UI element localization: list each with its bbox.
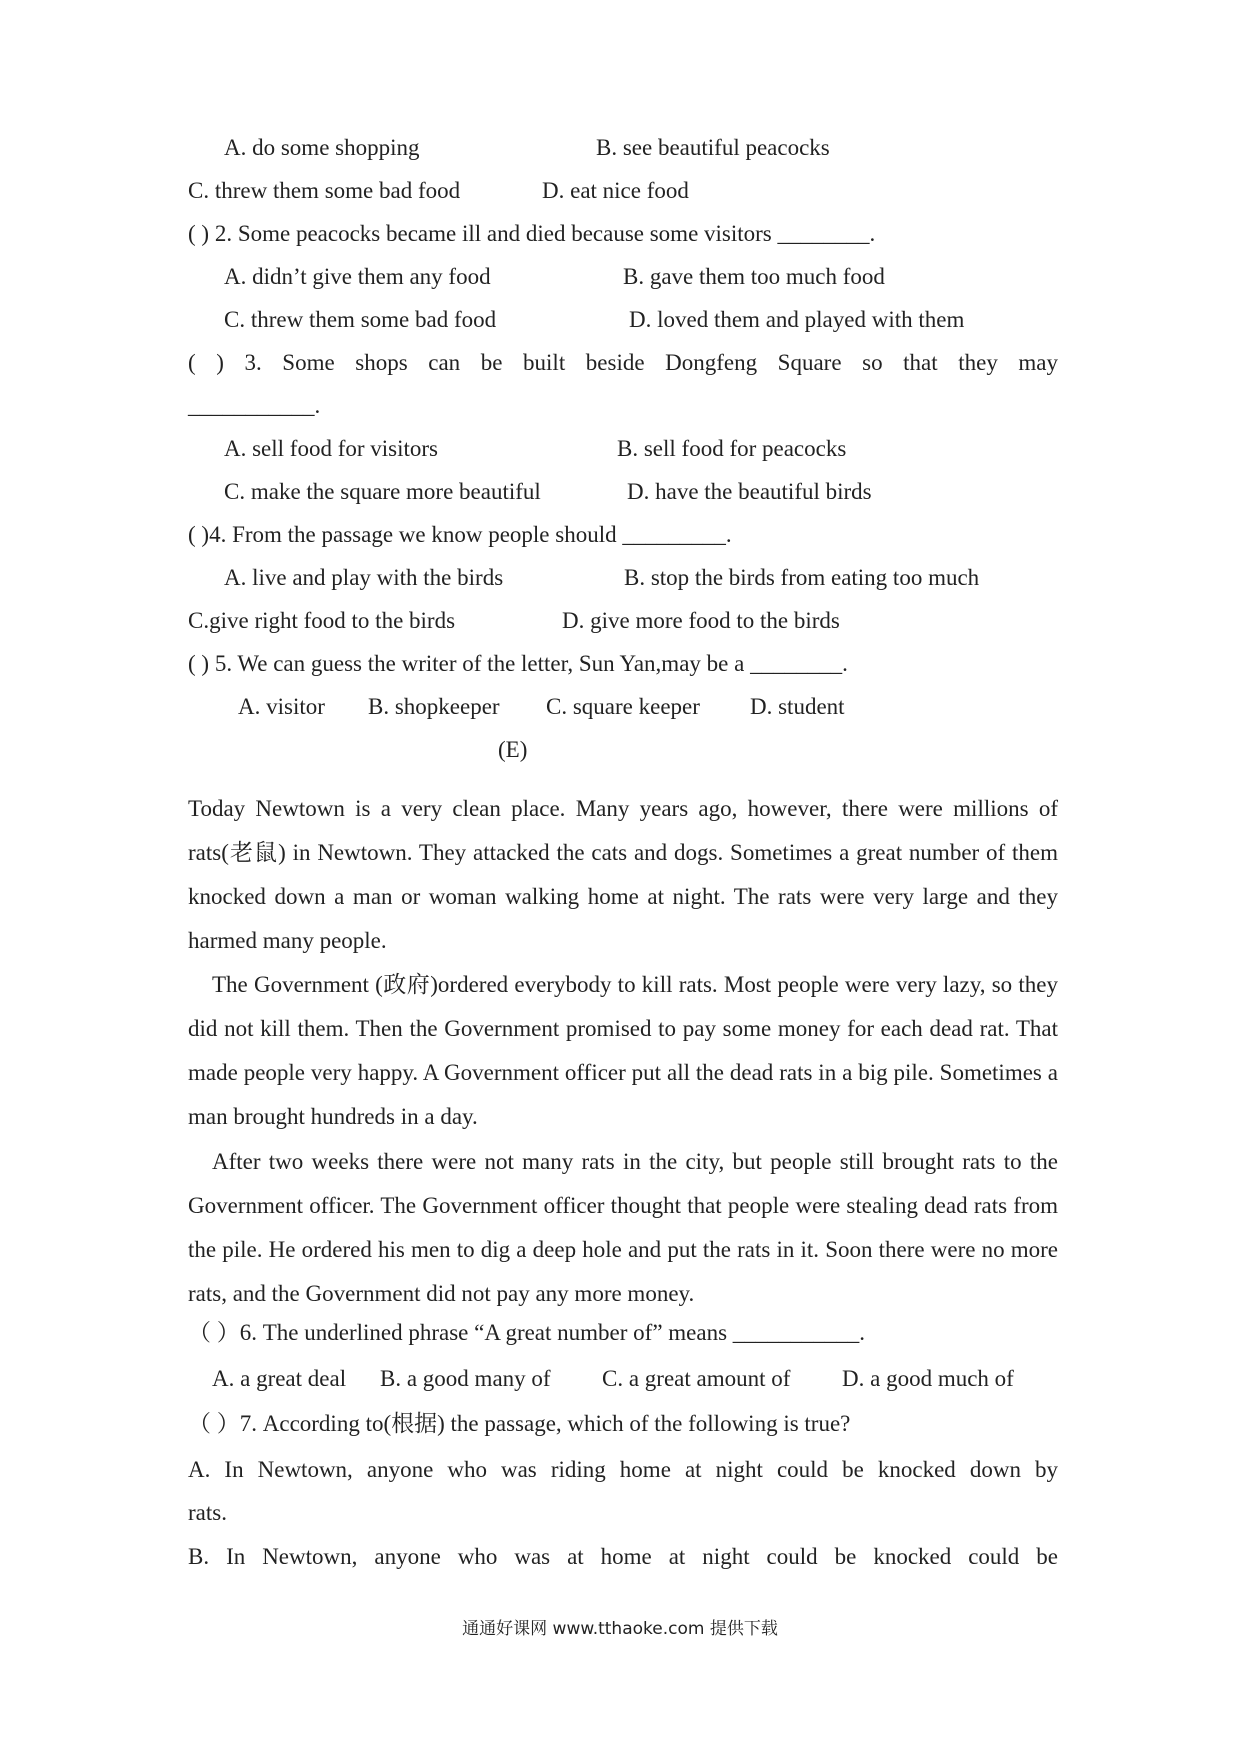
q2-option-d: D. loved them and played with them bbox=[629, 307, 965, 332]
q7-option-a-line1: A. In Newtown, anyone who was riding home at night could be knocked down by bbox=[188, 1457, 1058, 1482]
q2-option-a: A. didn’t give them any food bbox=[224, 264, 491, 289]
q3-option-c: C. make the square more beautiful bbox=[224, 479, 541, 504]
q3-option-b: B. sell food for peacocks bbox=[617, 436, 847, 461]
q3-stem-continuation: ___________. bbox=[188, 393, 321, 418]
q5-option-d: D. student bbox=[750, 694, 845, 719]
q1-option-b: B. see beautiful peacocks bbox=[596, 135, 830, 160]
q4-option-d: D. give more food to the birds bbox=[562, 608, 840, 633]
q2-stem: ( ) 2. Some peacocks became ill and died because some visitors ________. bbox=[188, 221, 876, 246]
section-e-paragraph-3 bbox=[188, 1140, 1058, 1316]
q6-option-b: B. a good many of bbox=[380, 1366, 551, 1391]
q4-option-c: C.give right food to the birds bbox=[188, 608, 456, 633]
q2-option-b: B. gave them too much food bbox=[623, 264, 885, 289]
q6-option-d: D. a good much of bbox=[842, 1366, 1014, 1391]
q2-option-c: C. threw them some bad food bbox=[224, 307, 497, 332]
paragraph-1-text: Today Newtown is a very clean place. Many years ago, however, there were millions of rats(老鼠) in Newtown. They attacked the cats and dogs. Sometimes a great number of them knocked down a man or woman walking home at night. The rats were very large and they harmed many people. bbox=[188, 796, 1058, 953]
q4-option-b: B. stop the birds from eating too much bbox=[624, 565, 980, 590]
q3-option-a: A. sell food for visitors bbox=[224, 436, 439, 461]
paragraph-3-text: After two weeks there were not many rats in the city, but people still brought rats to the Government officer. The Government officer thought that people were stealing dead rats from the pile. He ordered his men to dig a deep hole and put the rats in it. Soon there were no more rats, and the Government did not pay any more money. bbox=[188, 1149, 1058, 1306]
q4-stem: ( )4. From the passage we know people should _________. bbox=[188, 522, 732, 547]
paragraph-2-text: The Government (政府)ordered everybody to kill rats. Most people were very lazy, so they did not kill them. Then the Government promised to pay some money for each dead rat. That made people very happy. A Government officer put all the dead rats in a big pile. Sometimes a man brought hundreds in a day. bbox=[188, 972, 1058, 1129]
q1-option-a: A. do some shopping bbox=[224, 135, 420, 160]
q7-option-a-line2: rats. bbox=[188, 1500, 227, 1525]
q7-option-b-line1: B. In Newtown, anyone who was at home at night could be knocked could be bbox=[188, 1544, 1058, 1569]
q6-option-c: C. a great amount of bbox=[602, 1366, 791, 1391]
section-e-paragraph-2 bbox=[188, 963, 1058, 1139]
q6-option-a: A. a great deal bbox=[212, 1366, 347, 1391]
q4-option-a: A. live and play with the birds bbox=[224, 565, 504, 590]
q7-stem: （ ）7. According to(根据) the passage, which of the following is true? bbox=[188, 1411, 851, 1436]
q5-option-c: C. square keeper bbox=[546, 694, 700, 719]
q1-option-c: C. threw them some bad food bbox=[188, 178, 461, 203]
q5-option-b: B. shopkeeper bbox=[368, 694, 500, 719]
q1-option-d: D. eat nice food bbox=[542, 178, 689, 203]
page-footer: 通通好课网 www.tthaoke.com 提供下载 bbox=[462, 1619, 778, 1639]
section-e-paragraph-1 bbox=[188, 787, 1058, 963]
q6-stem: （ ）6. The underlined phrase “A great number of” means ___________. bbox=[188, 1320, 866, 1345]
q3-stem: ( ) 3. Some shops can be built beside Dongfeng Square so that they may bbox=[188, 350, 1058, 375]
q5-stem: ( ) 5. We can guess the writer of the letter, Sun Yan,may be a ________. bbox=[188, 651, 848, 676]
q5-option-a: A. visitor bbox=[238, 694, 325, 719]
q3-option-d: D. have the beautiful birds bbox=[627, 479, 872, 504]
section-e-heading: (E) bbox=[498, 737, 528, 762]
